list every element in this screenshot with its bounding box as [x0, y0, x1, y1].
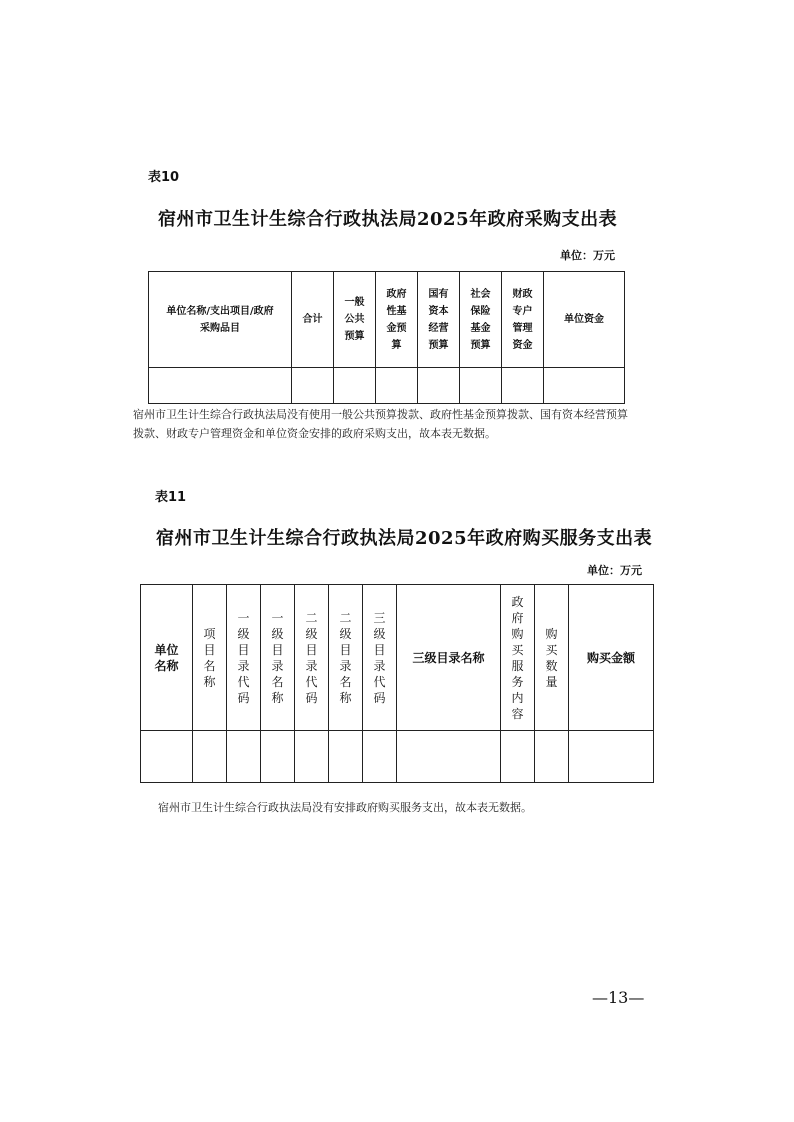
table11-header-cell: 一级目录名称 — [261, 585, 295, 731]
table10-header-cell: 财政专户管理资金 — [502, 272, 544, 368]
table11-header-row — [141, 585, 654, 731]
table10-header-cell: 单位资金 — [544, 272, 625, 368]
table10-empty-row — [149, 368, 625, 404]
table11-label: 表11 — [155, 490, 187, 505]
table11-unit: 单位：万元 — [587, 564, 642, 577]
table10-header-cell: 单位名称/支出项目/政府采购品目 — [149, 272, 292, 368]
table10-header-cell: 社会保险基金预算 — [460, 272, 502, 368]
table10-note: 宿州市卫生计生综合行政执法局没有使用一般公共预算拨款、政府性基金预算拨款、国有资本经营预算拨款、财政专户管理资金和单位资金安排的政府采购支出，故本表无数据。 — [133, 408, 628, 440]
table11-header-cell: 购买金额 — [569, 585, 654, 731]
table10 — [148, 271, 625, 404]
table11-note: 宿州市卫生计生综合行政执法局没有安排政府购买服务支出，故本表无数据。 — [158, 801, 532, 814]
table11-header-cell: 单位名称 — [141, 585, 193, 731]
table11-header-cell: 二级目录代码 — [295, 585, 329, 731]
table11-header-cell: 政府购买服务内容 — [501, 585, 535, 731]
table11-empty-row — [141, 731, 654, 783]
table11-header-cell: 三级目录名称 — [397, 585, 501, 731]
table10-title: 宿州市卫生计生综合行政执法局2025年政府采购支出表 — [158, 209, 618, 230]
table11-header-cell: 三级目录代码 — [363, 585, 397, 731]
table11 — [140, 584, 654, 783]
table11-header-cell: 项目名称 — [193, 585, 227, 731]
table11-header-cell: 二级目录名称 — [329, 585, 363, 731]
table10-header-cell: 一般公共预算 — [334, 272, 376, 368]
table10-header-cell: 合计 — [292, 272, 334, 368]
table10-header-cell: 国有资本经营预算 — [418, 272, 460, 368]
table11-header-cell: 一级目录代码 — [227, 585, 261, 731]
table10-unit: 单位：万元 — [560, 249, 615, 262]
table10-header-cell: 政府性基金预算 — [376, 272, 418, 368]
table11-title: 宿州市卫生计生综合行政执法局2025年政府购买服务支出表 — [156, 528, 653, 549]
table11-header-cell: 购买数量 — [535, 585, 569, 731]
table10-label: 表10 — [148, 170, 180, 185]
page-number: —13— — [592, 988, 645, 1007]
table10-header-row — [149, 272, 625, 368]
